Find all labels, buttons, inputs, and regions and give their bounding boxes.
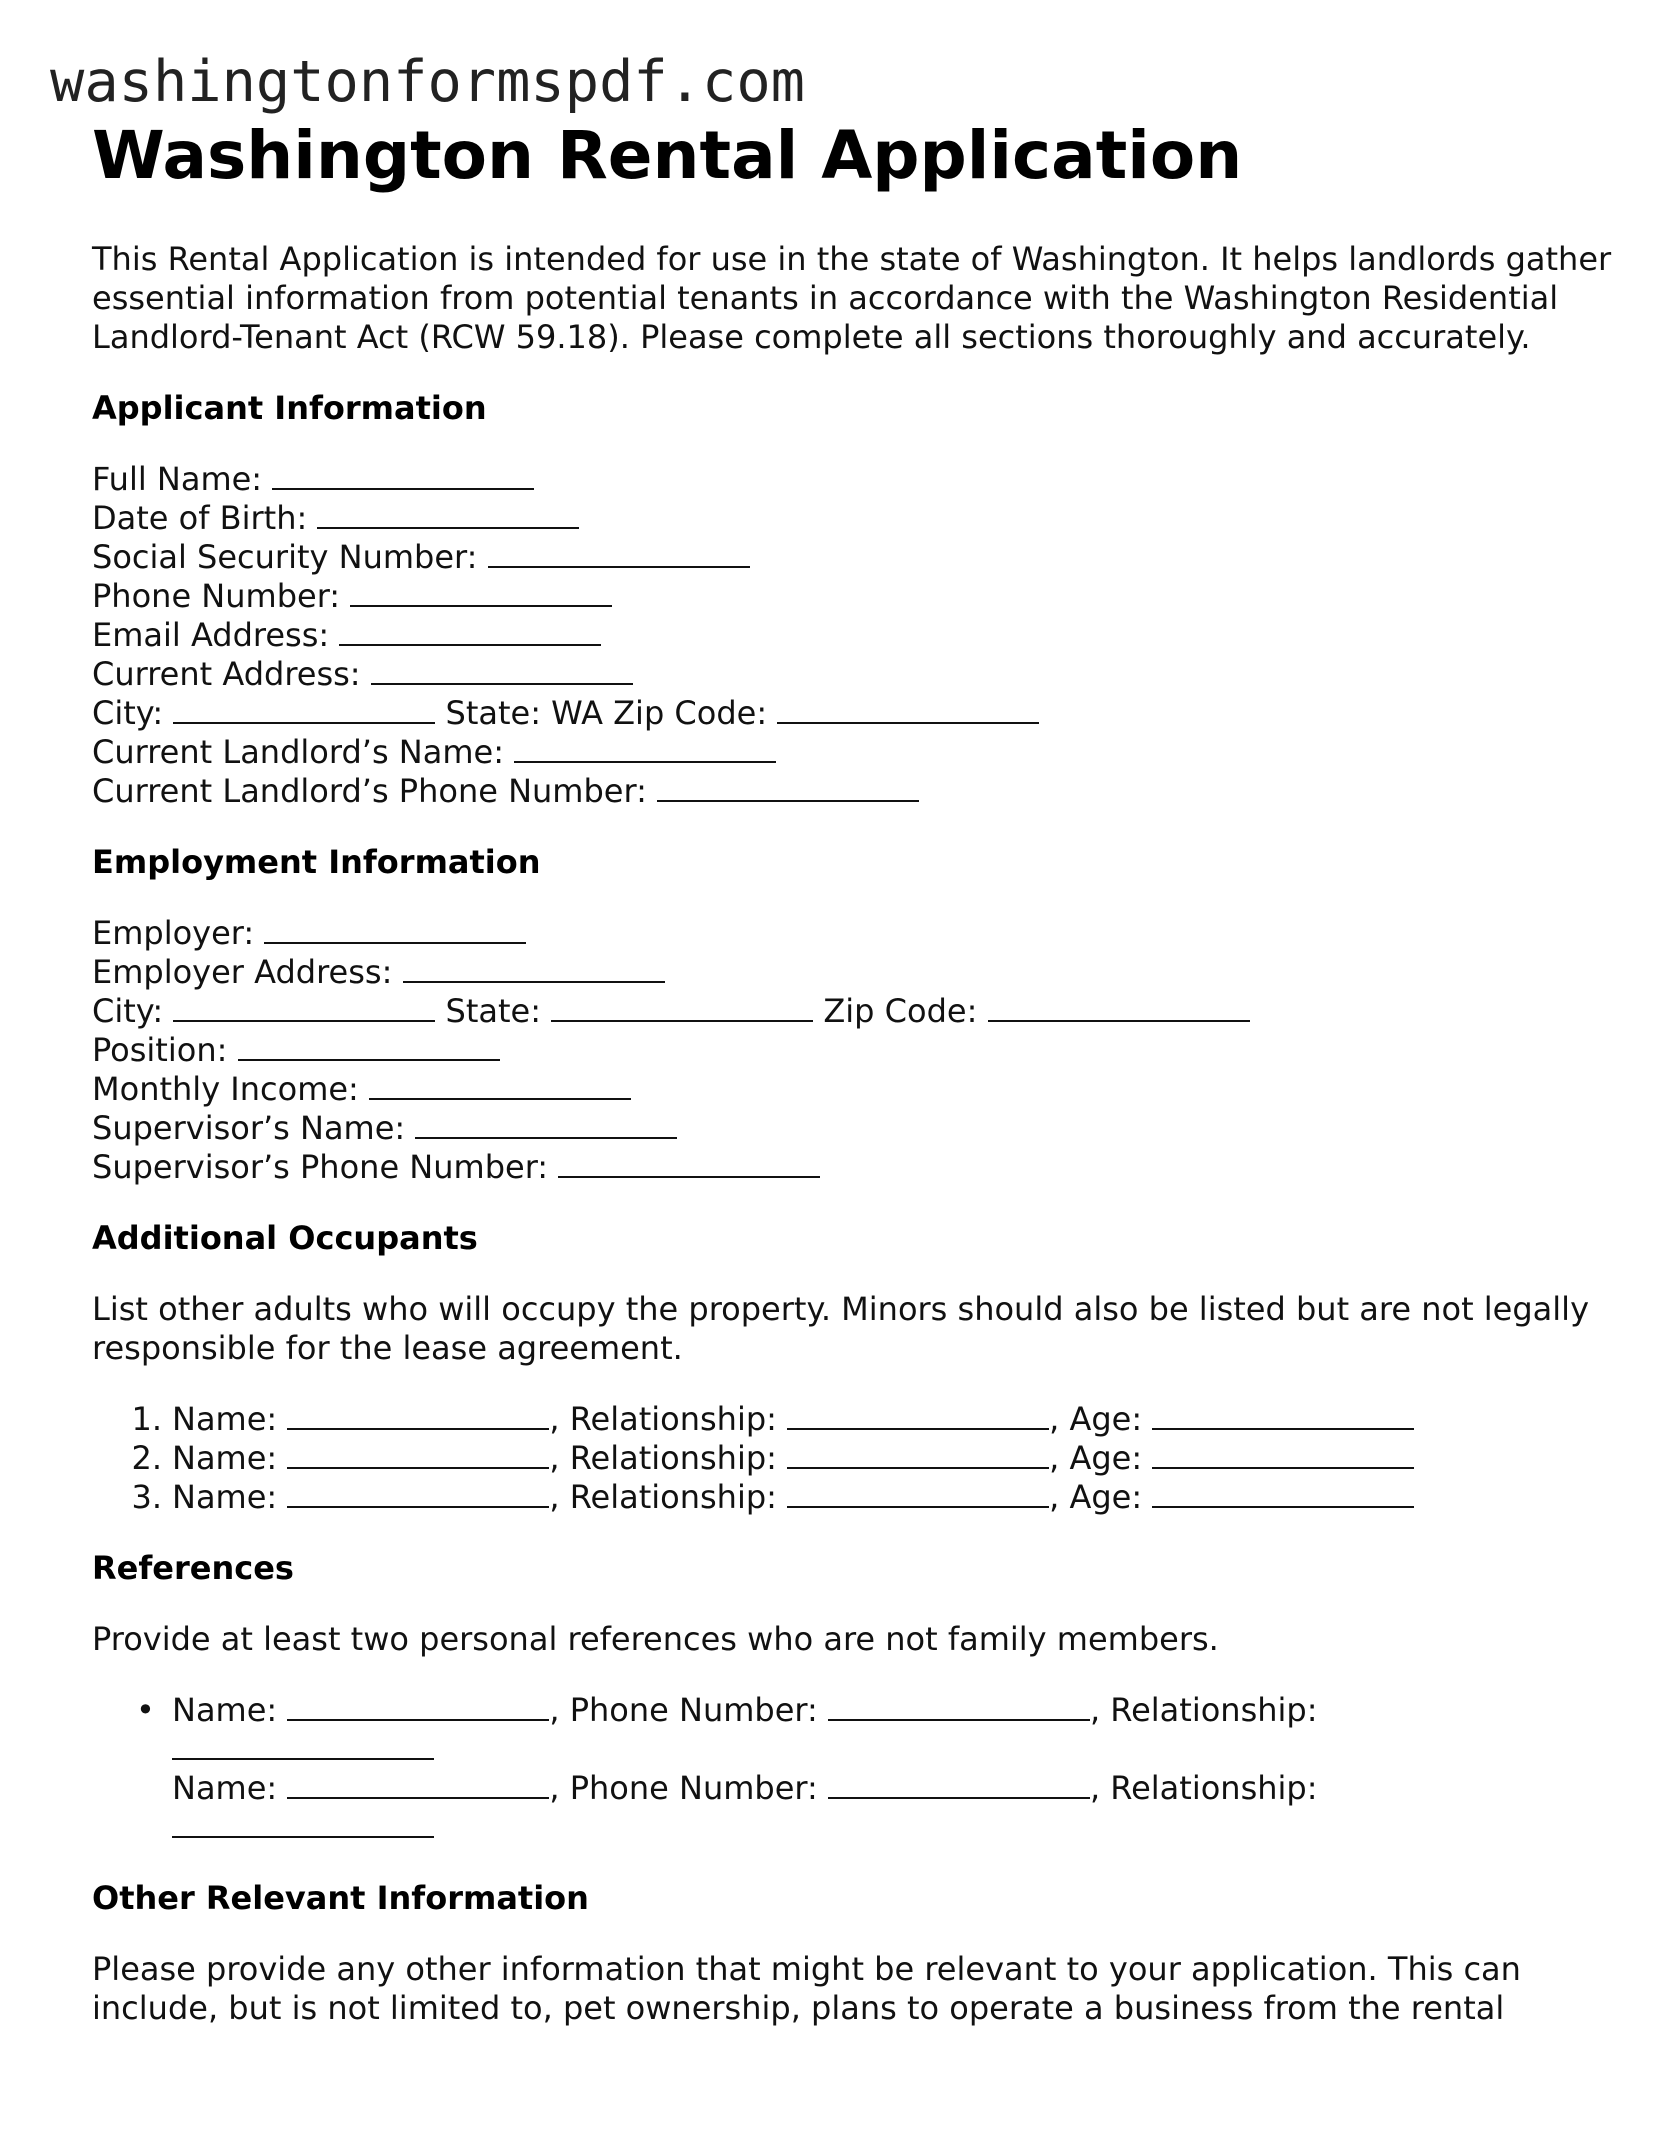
occupant-relationship-label: , Relationship: <box>549 1478 777 1516</box>
occupant-name-field[interactable] <box>287 1480 549 1508</box>
position-field[interactable] <box>238 1033 500 1061</box>
phone-field[interactable] <box>350 579 612 607</box>
reference-entry <box>172 1691 1612 1769</box>
employer-zip-label: Zip Code: <box>823 992 978 1030</box>
occupant-age-label: , Age: <box>1049 1439 1143 1477</box>
landlord-name-label: Current Landlord’s Name: <box>92 733 504 771</box>
city-field[interactable] <box>173 696 435 724</box>
reference-phone-label: , Phone Number: <box>549 1769 818 1807</box>
intro-paragraph: This Rental Application is intended for use in the state of Washington. It helps landlords gather essential information from potential tenants in accordance with the Washington Residential Landlord-Tenant Act (RCW 59.18). Please complete all sections thoroughly and accurately. <box>92 240 1612 356</box>
occupant-age-label: , Age: <box>1049 1478 1143 1516</box>
zip-field[interactable] <box>777 696 1039 724</box>
employer-state-label: State: <box>445 992 541 1030</box>
income-field[interactable] <box>369 1072 631 1100</box>
occupant-item <box>92 1400 1612 1439</box>
email-label: Email Address: <box>92 616 330 654</box>
reference-relationship-label: , Relationship: <box>1089 1769 1318 1807</box>
bullet-icon: • <box>136 1691 155 1729</box>
occupant-relationship-field[interactable] <box>787 1480 1049 1508</box>
watermark: washingtonformspdf.com <box>50 49 805 115</box>
reference-name-field[interactable] <box>287 1693 549 1721</box>
full-name-field[interactable] <box>272 462 534 490</box>
address-field[interactable] <box>371 657 633 685</box>
document-title: Washington Rental Application <box>92 117 1243 194</box>
employer-address-row <box>92 953 1612 992</box>
occupant-item <box>92 1439 1612 1478</box>
city-label: City: <box>92 694 164 732</box>
employer-address-label: Employer Address: <box>92 953 393 991</box>
occupant-name-label: Name: <box>172 1439 278 1477</box>
occupant-name-label: Name: <box>172 1478 278 1516</box>
occupant-number: 1. <box>131 1400 162 1438</box>
ssn-label: Social Security Number: <box>92 538 478 576</box>
reference-name-field[interactable] <box>287 1771 549 1799</box>
employer-label: Employer: <box>92 914 255 952</box>
income-label: Monthly Income: <box>92 1070 359 1108</box>
supervisor-name-field[interactable] <box>415 1111 677 1139</box>
employer-city-field[interactable] <box>173 994 435 1022</box>
email-field[interactable] <box>339 618 601 646</box>
supervisor-phone-label: Supervisor’s Phone Number: <box>92 1148 549 1186</box>
address-row <box>92 655 1612 694</box>
email-row <box>92 616 1612 655</box>
occupant-relationship-label: , Relationship: <box>549 1400 777 1438</box>
landlord-phone-field[interactable] <box>657 774 919 802</box>
dob-label: Date of Birth: <box>92 499 308 537</box>
applicant-heading: Applicant Information <box>92 389 487 427</box>
phone-label: Phone Number: <box>92 577 341 615</box>
occupant-number: 3. <box>131 1478 162 1516</box>
landlord-phone-label: Current Landlord’s Phone Number: <box>92 772 647 810</box>
employment-heading: Employment Information <box>92 843 541 881</box>
employment-fields <box>92 914 1612 1187</box>
landlord-name-field[interactable] <box>514 735 776 763</box>
reference-relationship-field[interactable] <box>172 1810 434 1838</box>
position-label: Position: <box>92 1031 228 1069</box>
occupant-relationship-field[interactable] <box>787 1402 1049 1430</box>
address-label: Current Address: <box>92 655 361 693</box>
occupant-age-field[interactable] <box>1152 1402 1414 1430</box>
reference-phone-field[interactable] <box>828 1693 1090 1721</box>
reference-name-label: Name: <box>172 1769 278 1807</box>
reference-entry <box>172 1769 1612 1847</box>
ssn-row <box>92 538 1612 577</box>
references-heading: References <box>92 1549 294 1587</box>
employer-address-field[interactable] <box>403 955 665 983</box>
occupant-name-label: Name: <box>172 1400 278 1438</box>
employer-field[interactable] <box>264 916 526 944</box>
full-name-row <box>92 460 1612 499</box>
occupants-description: List other adults who will occupy the property. Minors should also be listed but are not legally responsible for the lease agreement. <box>92 1290 1589 1367</box>
occupant-age-field[interactable] <box>1152 1480 1414 1508</box>
landlord-phone-row <box>92 772 1612 811</box>
occupant-name-field[interactable] <box>287 1402 549 1430</box>
references-description: Provide at least two personal references who are not family members. <box>92 1620 1219 1658</box>
full-name-label: Full Name: <box>92 460 263 498</box>
employer-city-state-zip-row <box>92 992 1612 1031</box>
occupant-relationship-field[interactable] <box>787 1441 1049 1469</box>
employer-city-label: City: <box>92 992 164 1030</box>
occupant-relationship-label: , Relationship: <box>549 1439 777 1477</box>
reference-phone-field[interactable] <box>828 1771 1090 1799</box>
occupant-age-label: , Age: <box>1049 1400 1143 1438</box>
other-heading: Other Relevant Information <box>92 1879 589 1917</box>
supervisor-phone-field[interactable] <box>558 1150 820 1178</box>
reference-relationship-field[interactable] <box>172 1732 434 1760</box>
employer-state-field[interactable] <box>551 994 813 1022</box>
landlord-name-row <box>92 733 1612 772</box>
income-row <box>92 1070 1612 1109</box>
other-description: Please provide any other information that might be relevant to your application. This can include, but is not limited to, pet ownership, plans to operate a business from the rental <box>92 1950 1521 2027</box>
occupant-name-field[interactable] <box>287 1441 549 1469</box>
applicant-fields <box>92 460 1612 811</box>
ssn-field[interactable] <box>488 540 750 568</box>
phone-row <box>92 577 1612 616</box>
employer-row <box>92 914 1612 953</box>
supervisor-name-row <box>92 1109 1612 1148</box>
position-row <box>92 1031 1612 1070</box>
occupant-age-field[interactable] <box>1152 1441 1414 1469</box>
references-list <box>92 1691 1612 1847</box>
document-page <box>92 116 1612 2028</box>
occupants-heading: Additional Occupants <box>92 1219 478 1257</box>
employer-zip-field[interactable] <box>988 994 1250 1022</box>
occupant-item <box>92 1478 1612 1517</box>
dob-row <box>92 499 1612 538</box>
supervisor-phone-row <box>92 1148 1612 1187</box>
supervisor-name-label: Supervisor’s Name: <box>92 1109 406 1147</box>
occupant-number: 2. <box>131 1439 162 1477</box>
occupants-list <box>92 1400 1612 1517</box>
dob-field[interactable] <box>317 501 579 529</box>
reference-name-label: Name: <box>172 1691 278 1729</box>
city-state-zip-row <box>92 694 1612 733</box>
reference-phone-label: , Phone Number: <box>549 1691 818 1729</box>
reference-relationship-label: , Relationship: <box>1089 1691 1318 1729</box>
state-zip-label: State: WA Zip Code: <box>445 694 768 732</box>
